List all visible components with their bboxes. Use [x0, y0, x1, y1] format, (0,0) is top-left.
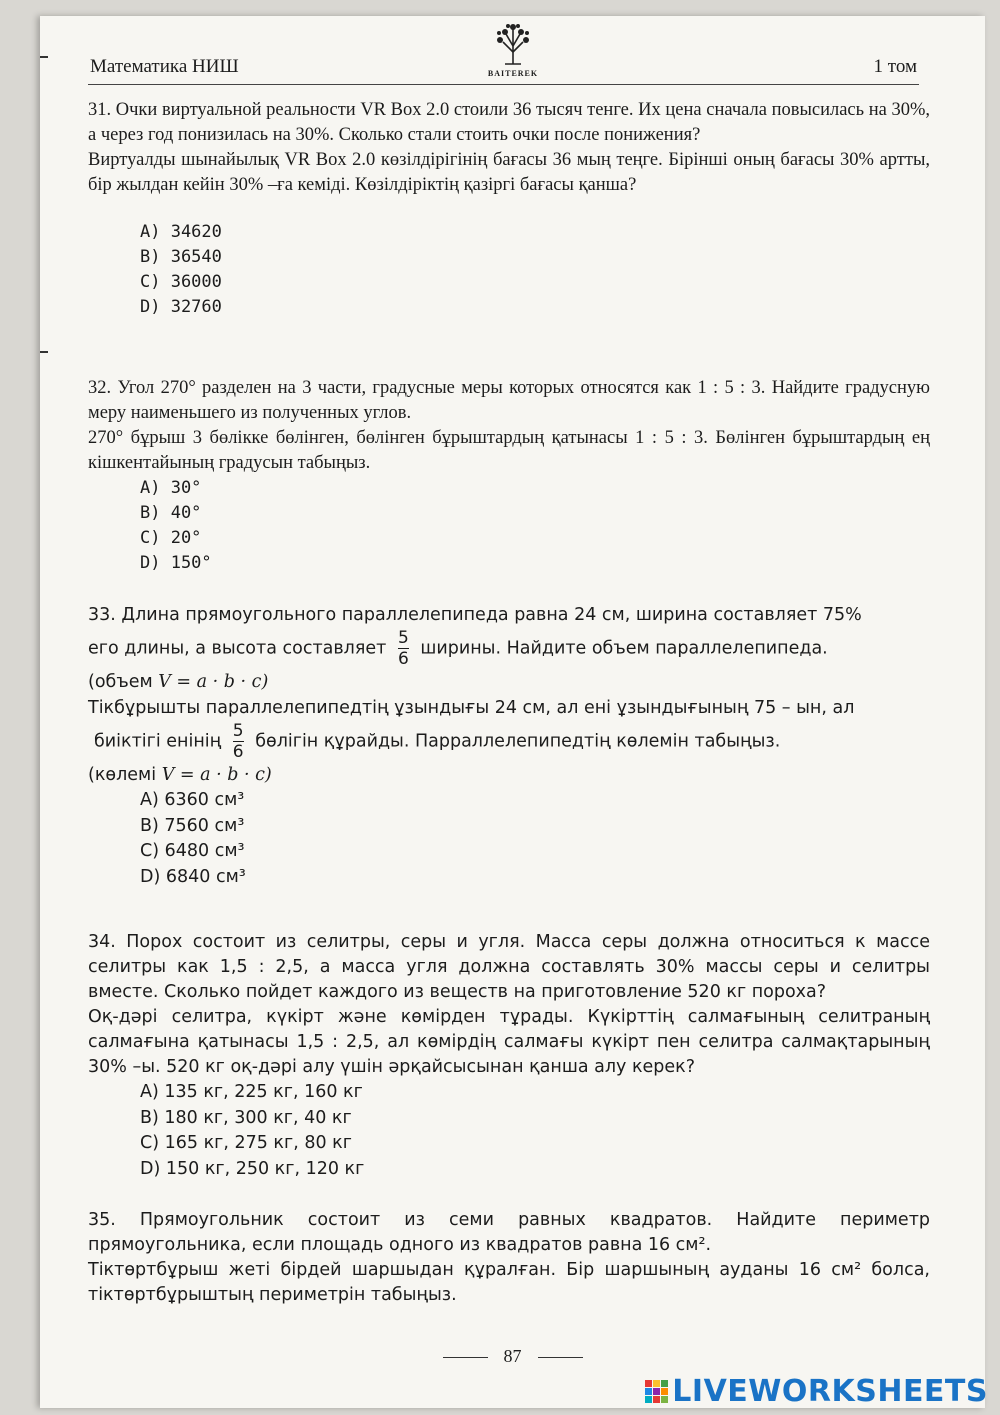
tree-icon	[491, 22, 535, 66]
option-a[interactable]: A) 34620	[140, 222, 222, 242]
question-text-kz-line1: Тікбұрышты параллелепипедтің ұзындығы 24 см, ал ені ұзындығының 75 – ын, ал	[88, 698, 855, 718]
option-c[interactable]: C) 165 кг, 275 кг, 80 кг	[140, 1133, 352, 1153]
option-b[interactable]: B) 40°	[140, 503, 202, 523]
question-text-kz: 270° бұрыш 3 бөлікке бөлінген, бөлінген бұрыштардың қатынасы 1 : 5 : 3. Бөлінген бұрыштардың ең кішкентайының градусын табыңыз.	[88, 428, 930, 473]
edge-mark	[40, 56, 48, 58]
question-text-kz: Тіктөртбұрыш жеті бірдей шаршыдан құралған. Бір шаршының ауданы 16 см² болса, тіктөртбұрыштың периметрін табыңыз.	[88, 1260, 930, 1305]
fraction-five-sixths: $\frac{5}{6}$	[397, 628, 409, 669]
question-text-ru-line2: его длины, а высота составляет $\frac{5}{6}$ ширины. Найдите объем параллелепипеда.	[88, 628, 828, 669]
answer-options	[140, 1080, 930, 1182]
option-b[interactable]: B) 7560 см³	[140, 815, 245, 836]
question-34	[88, 930, 930, 1182]
option-a[interactable]: A) 6360 см³	[140, 790, 245, 810]
option-d[interactable]: D) 32760	[140, 297, 222, 317]
option-b[interactable]: B) 180 кг, 300 кг, 40 кг	[140, 1107, 352, 1128]
option-a[interactable]: A) 135 кг, 225 кг, 160 кг	[140, 1082, 363, 1102]
document-page	[40, 16, 985, 1408]
option-c[interactable]: C) 6480 см³	[140, 841, 245, 861]
edge-mark	[40, 351, 48, 353]
question-32	[88, 376, 930, 576]
option-b[interactable]: B) 36540	[140, 247, 222, 267]
question-text-ru: 31. Очки виртуальной реальности VR Box 2.0 стоили 36 тысяч тенге. Их цена сначала повысилась на 30%, а через год понизилась на 30%. Сколько стали стоить очки после понижения?	[88, 100, 930, 145]
question-33	[88, 602, 930, 890]
option-a[interactable]: A) 30°	[140, 478, 202, 498]
question-35	[88, 1208, 930, 1308]
question-text-kz: Оқ-дәрі селитра, күкірт және көмірден тұрады. Күкірттің салмағының селитраның салмағына қатынасы 1,5 : 2,5, ал көмірдің салмағы күкірт пен селитра салмақтарының 30% –ы. 520 кг оқ-дәрі алу үшін әрқайсысынан қанша алу керек?	[88, 1007, 930, 1077]
fraction-five-sixths: $\frac{5}{6}$	[232, 721, 244, 762]
liveworksheets-logo-icon	[645, 1380, 668, 1403]
page-number: 87	[503, 1346, 522, 1366]
volume-formula-ru: (объем V = a · b · c)	[88, 672, 269, 692]
volume-formula-kz: (көлемі V = a · b · c)	[88, 765, 272, 785]
logo-text: BAITEREK	[487, 69, 539, 78]
question-text-ru: 34. Порох состоит из селитры, серы и угля. Масса серы должна относиться к массе селитры как 1,5 : 2,5, а масса угля должна составлять 30% массы серы и селитры вместе. Сколько пойдет каждого из веществ на приготовление 520 кг пороха?	[88, 932, 930, 1002]
header-rule	[88, 84, 919, 85]
answer-options	[140, 788, 930, 890]
option-c[interactable]: C) 36000	[140, 272, 222, 292]
option-d[interactable]: D) 150 кг, 250 кг, 120 кг	[140, 1158, 365, 1179]
option-d[interactable]: D) 150°	[140, 553, 212, 573]
question-text-ru: 35. Прямоугольник состоит из семи равных квадратов. Найдите периметр прямоугольника, если площадь одного из квадратов равна 16 см².	[88, 1210, 930, 1255]
page-footer	[40, 1346, 985, 1367]
header-subject: Математика НИШ	[90, 56, 239, 77]
question-text-ru-line1: 33. Длина прямоугольного параллелепипеда равна 24 см, ширина составляет 75%	[88, 605, 862, 625]
watermark-text: LIVEWORKSHEETS	[672, 1374, 988, 1409]
question-31	[88, 98, 930, 320]
baiterek-logo	[473, 22, 553, 78]
option-c[interactable]: C) 20°	[140, 528, 202, 548]
question-text-kz: Виртуалды шынайылық VR Box 2.0 көзілдірігінің бағасы 36 мың теңге. Бірінші оның бағасы 30% артты, бір жылдан кейін 30% –ға кеміді. Көзілдіріктің қазіргі бағасы қанша?	[88, 150, 930, 195]
answer-options	[140, 476, 930, 576]
answer-options	[140, 220, 930, 320]
question-text-kz-line2: биіктігі енінің $\frac{5}{6}$ бөлігін құрайды. Парраллелепипедтің көлемін табыңыз.	[94, 721, 781, 762]
option-d[interactable]: D) 6840 см³	[140, 866, 246, 887]
header-volume: 1 том	[873, 56, 917, 77]
liveworksheets-watermark	[645, 1374, 988, 1409]
question-text-ru: 32. Угол 270° разделен на 3 части, градусные меры которых относятся как 1 : 5 : 3. Найдите градусную меру наименьшего из полученных углов.	[88, 378, 930, 423]
